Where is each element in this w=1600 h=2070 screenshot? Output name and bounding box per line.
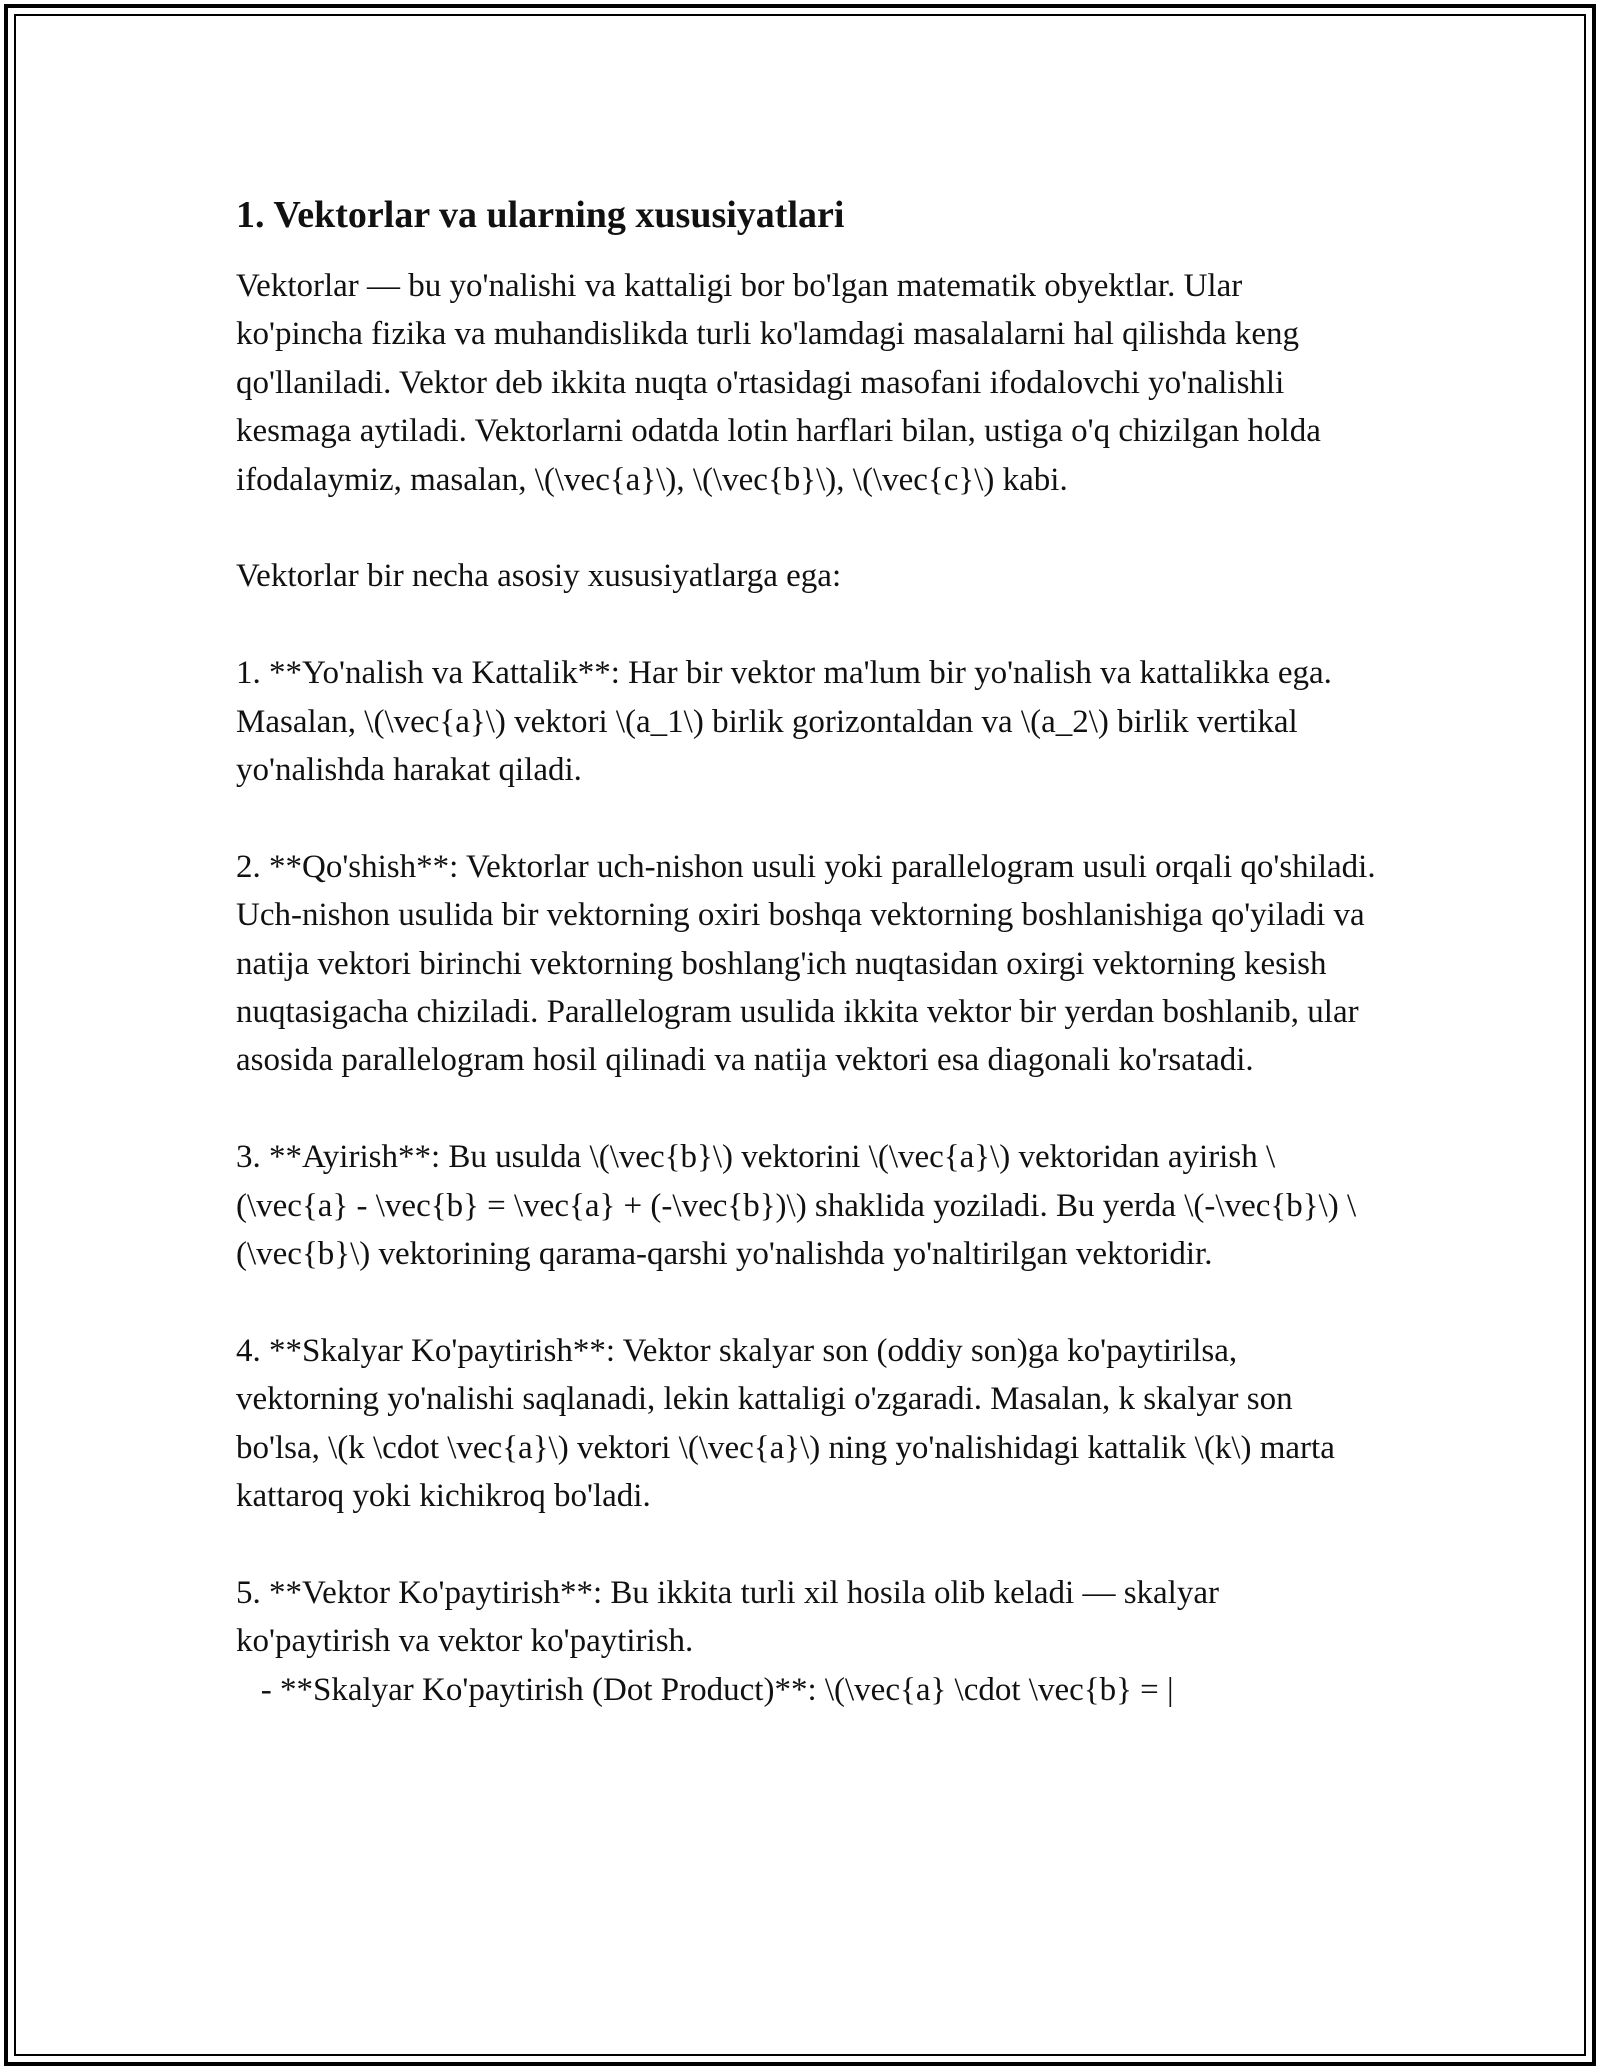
list-item-subtraction: 3. **Ayirish**: Bu usulda \(\vec{b}\) vektorini \(\vec{a}\) vektoridan ayirish \(\vec{a} - \vec{b} = \vec{a} + (-\vec{b})\) shaklida yoziladi. Bu yerda \(-\vec{b}\) \(\vec{b}\) vektorining qarama-qarshi yo'nalishda yo'naltirilgan vektoridir. [236,1139,1357,1273]
document-title: 1. Vektorlar va ularning xususiyatlari [236,194,845,236]
list-item-vector-multiplication: 5. **Vektor Ko'paytirish**: Bu ikkita turli xil hosila olib keladi — skalyar ko'paytirish va vektor ko'paytirish. - **Skalyar Ko'paytirish (Dot Product)**: \(\vec{a} \cdot \vec{b} = | [236,1574,1219,1708]
list-item-addition: 2. **Qo'shish**: Vektorlar uch-nishon usuli yoki parallelogram usuli orqali qo'shiladi. Uch-nishon usulida bir vektorning oxiri boshqa vektorning boshlanishiga qo'yiladi va natija vektori birinchi vektorning boshlang'ich nuqtasidan oxirgi vektorning kesish nuqtasigacha chiziladi. Parallelogram usulida ikkita vektor bir yerdan boshlanib, ular asosida parallelogram hosil qilinadi va natija vektori esa diagonali ko'rsatadi. [236,848,1384,1079]
paragraph-properties-lead: Vektorlar bir necha asosiy xususiyatlarga ega: [236,558,842,595]
list-item-direction-magnitude: 1. **Yo'nalish va Kattalik**: Har bir vektor ma'lum bir yo'nalish va kattalikka ega. Masalan, \(\vec{a}\) vektori \(a_1\) birlik gorizontaldan va \(a_2\) birlik vertikal yo'nalishda harakat qiladi. [236,655,1341,789]
list-item-scalar-multiplication: 4. **Skalyar Ko'paytirish**: Vektor skalyar son (oddiy son)ga ko'paytirilsa, vektorning yo'nalishi saqlanadi, lekin kattaligi o'zgaradi. Masalan, k skalyar son bo'lsa, \(k \cdot \vec{a}\) vektori \(\vec{a}\) ning yo'nalishidagi kattalik \(k\) marta kattaroq yoki kichikroq bo'ladi. [236,1332,1344,1515]
paragraph-intro: Vektorlar — bu yo'nalishi va kattaligi bor bo'lgan matematik obyektlar. Ular ko'pincha fizika va muhandislikda turli ko'lamdagi masalalarni hal qilishda keng qo'llaniladi. Vektor deb ikkita nuqta o'rtasidagi masofani ifodalovchi yo'nalishli kesmaga aytiladi. Vektorlarni odatda lotin harflari bilan, ustiga o'q chizilgan holda ifodalaymiz, masalan, \(\vec{a}\), \(\vec{b}\), \(\vec{c}\) kabi. [236,268,1330,498]
document-body [236,190,1384,1714]
